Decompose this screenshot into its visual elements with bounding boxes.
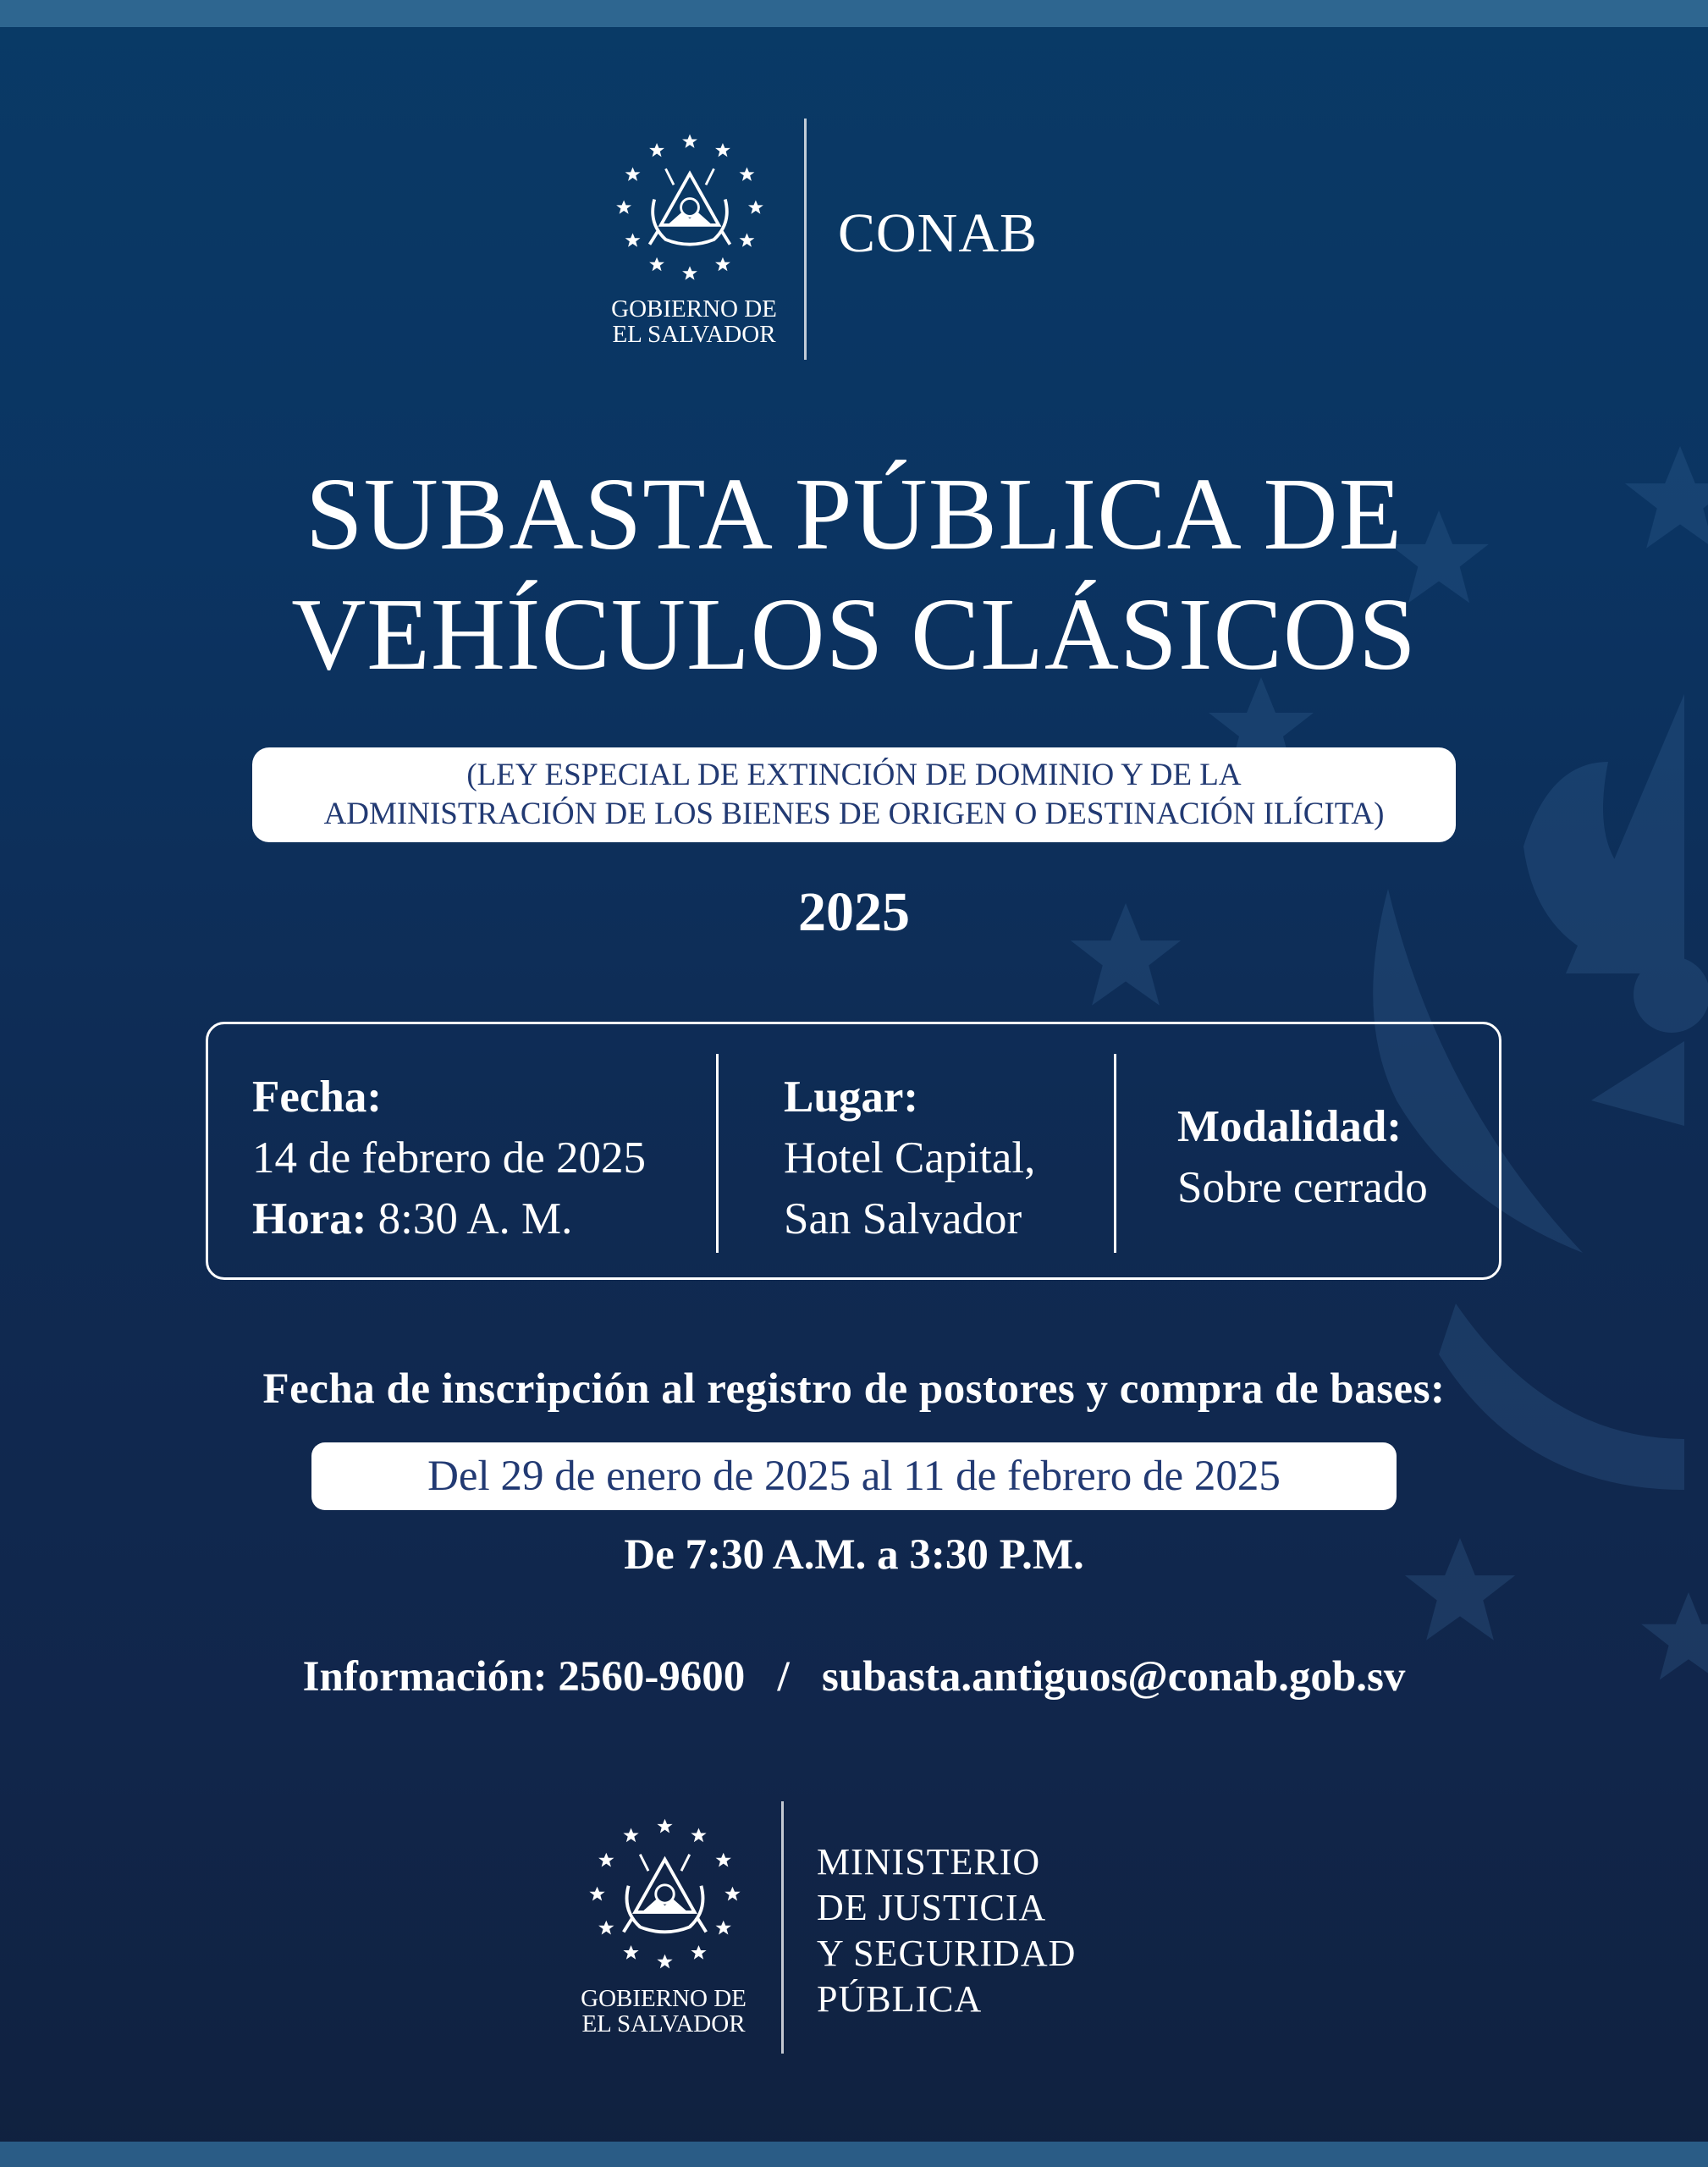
registration-title: Fecha de inscripción al registro de postores y compra de bases: [262,1365,1446,1413]
footer-gov-logo-text [554,1986,774,2037]
place-line-1: Hotel Capital, [784,1133,1036,1183]
contact-info: Información: 2560-9600 / subasta.antiguos@conab.gob.sv [302,1653,1406,1701]
ministry-line-1: MINISTERIO [817,1841,1041,1883]
gov-logo-text [584,296,804,347]
footer-gov-line-2: EL SALVADOR [581,2010,746,2037]
time-row [252,1188,646,1249]
footer-divider [781,1801,784,2054]
el-salvador-coat-of-arms-icon [582,1811,747,1977]
details-divider-2 [1114,1054,1116,1253]
date-column [252,1067,646,1249]
gov-line-2: EL SALVADOR [612,321,776,348]
bottom-accent-bar [0,2142,1708,2167]
modality-value: Sobre cerrado [1177,1163,1428,1212]
title-line-1: SUBASTA PÚBLICA DE [305,457,1403,571]
el-salvador-coat-of-arms-icon [609,127,770,288]
date-label: Fecha: [252,1072,383,1122]
place-column [784,1067,1035,1249]
title-line-2: VEHÍCULOS CLÁSICOS [291,577,1417,692]
ministry-line-3: Y SEGURIDAD [817,1933,1077,1974]
place-label: Lugar: [784,1072,918,1122]
ministry-name [817,1839,1076,2022]
details-divider-1 [716,1054,719,1253]
ministry-line-4: PÚBLICA [817,1978,983,2020]
year: 2025 [798,881,910,943]
footer-gov-line-1: GOBIERNO DE [581,1985,747,2012]
event-details-box [206,1022,1501,1280]
date-value: 14 de febrero de 2025 [252,1133,647,1183]
header-divider [804,119,807,360]
place-line-2: San Salvador [784,1194,1022,1243]
ministry-line-2: DE JUSTICIA [817,1887,1047,1928]
registration-dates-box: Del 29 de enero de 2025 al 11 de febrero de 2025 [311,1442,1397,1510]
modality-column [1177,1096,1428,1218]
registration-hours: De 7:30 A.M. a 3:30 P.M. [624,1531,1084,1579]
law-line-1: (LEY ESPECIAL DE EXTINCIÓN DE DOMINIO Y DE LA [466,758,1242,792]
time-label: Hora: [252,1194,367,1243]
law-subtitle-box [252,747,1456,842]
law-line-2: ADMINISTRACIÓN DE LOS BIENES DE ORIGEN O DESTINACIÓN ILÍCITA) [323,797,1385,831]
time-value: 8:30 A. M. [377,1194,573,1243]
modality-label: Modalidad: [1177,1102,1402,1151]
gov-line-1: GOBIERNO DE [611,295,777,323]
institution-name: CONAB [838,202,1039,264]
